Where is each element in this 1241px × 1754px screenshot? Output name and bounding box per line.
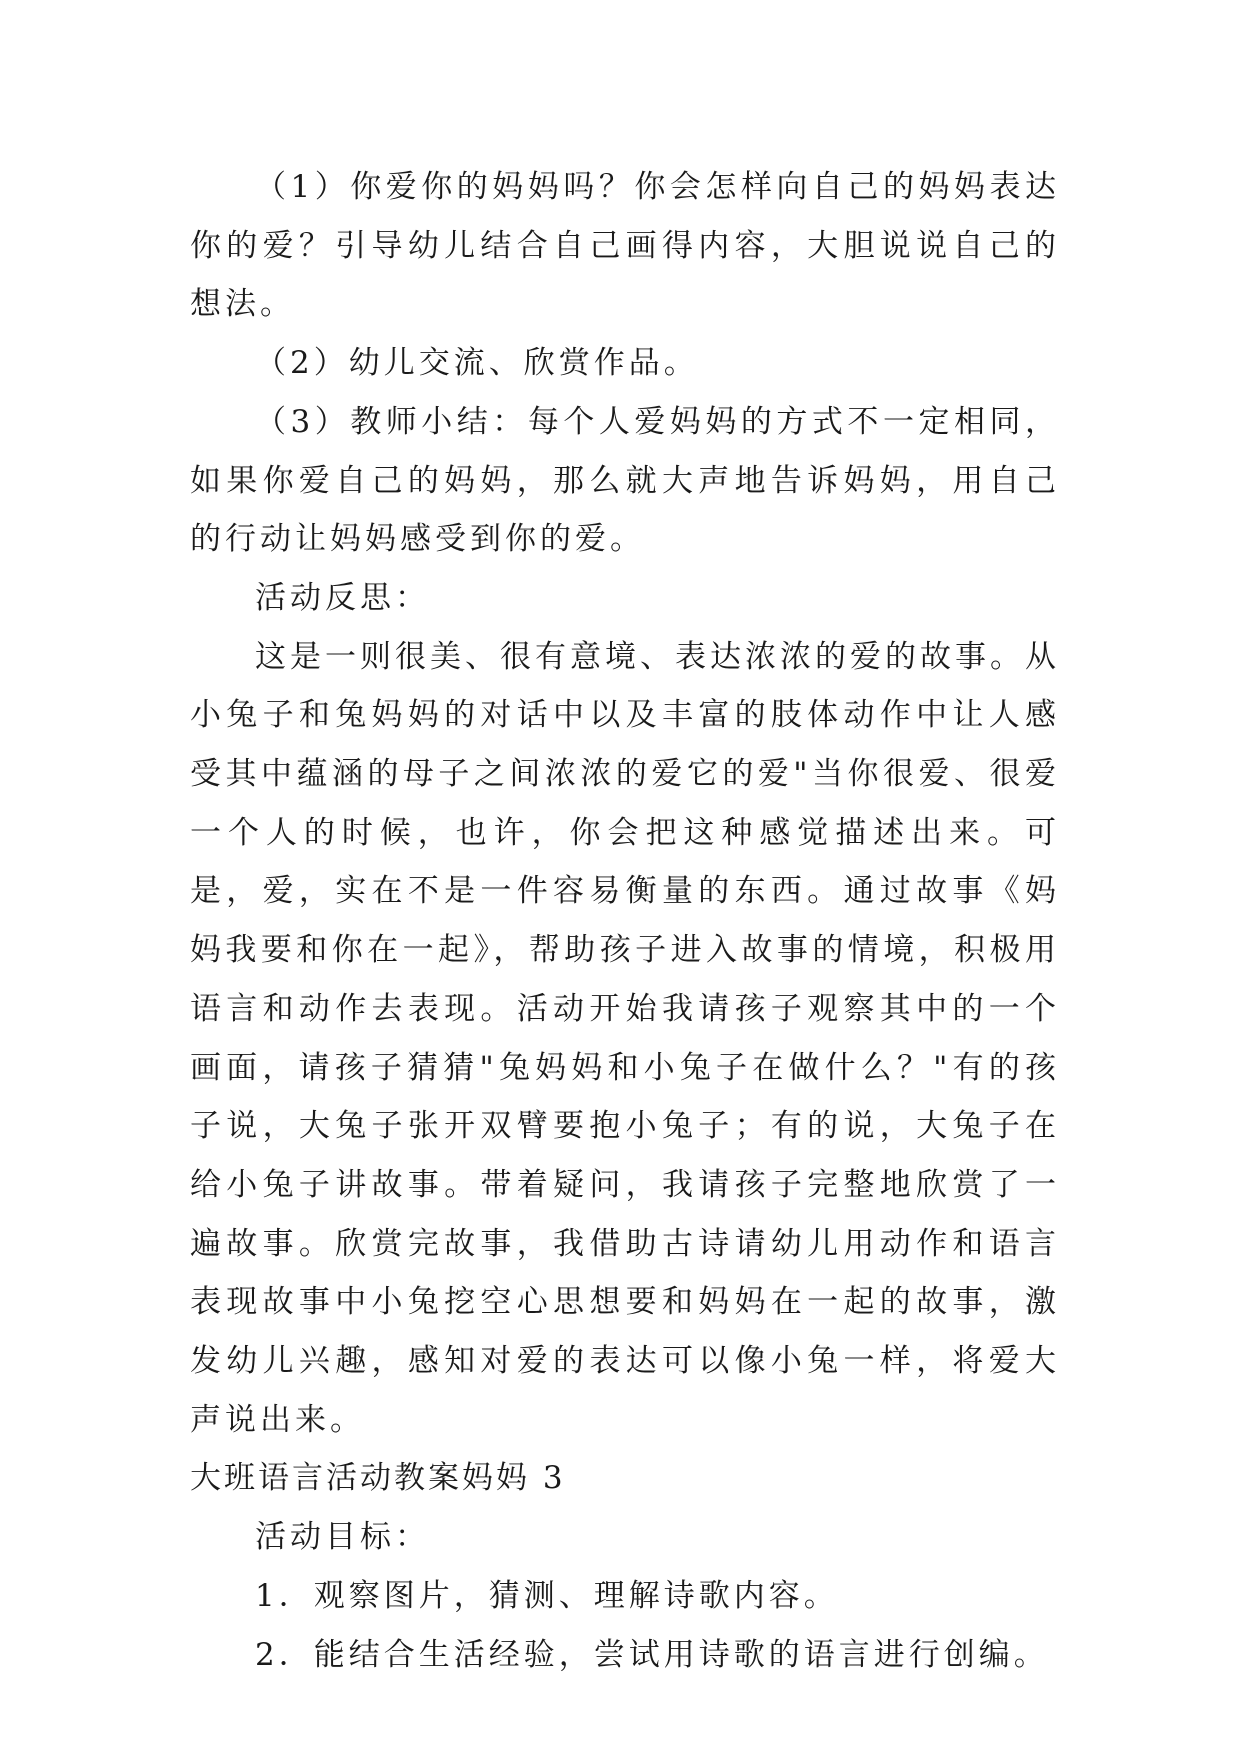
para-reflection-heading: 活动反思： [255, 579, 430, 616]
para-goal-1: 1．观察图片，猜测、理解诗歌内容。 [255, 1577, 839, 1614]
para-goal-2: 2．能结合生活经验，尝试用诗歌的语言进行创编。 [255, 1636, 1049, 1673]
document-body [190, 158, 1060, 1684]
para-step-2: （2）幼儿交流、欣赏作品。 [255, 345, 699, 382]
para-goals-heading: 活动目标： [255, 1519, 430, 1556]
para-question-1: （1）你爱你的妈妈吗？你会怎样向自己的妈妈表达你的爱？引导幼儿结合自己画得内容，大胆说说自己的想法。 [190, 169, 1060, 323]
para-reflection-body: 这是一则很美、很有意境、表达浓浓的爱的故事。从小兔子和兔妈妈的对话中以及丰富的肢体动作中让人感受其中蕴涵的母子之间浓浓的爱它的爱"当你很爱、很爱一个人的时候，也许，你会把这种感觉描述出来。可是，爱，实在不是一件容易衡量的东西。通过故事《妈妈我要和你在一起》，帮助孩子进入故事的情境，积极用语言和动作去表现。活动开始我请孩子观察其中的一个画面，请孩子猜猜"兔妈妈和小兔子在做什么？"有的孩子说，大兔子张开双臂要抱小兔子；有的说，大兔子在给小兔子讲故事。带着疑问，我请孩子完整地欣赏了一遍故事。欣赏完故事，我借助古诗请幼儿用动作和语言表现故事中小兔挖空心思想要和妈妈在一起的故事，激发幼儿兴趣，感知对爱的表达可以像小兔一样，将爱大声说出来。 [190, 638, 1060, 1438]
para-step-3: （3）教师小结：每个人爱妈妈的方式不一定相同，如果你爱自己的妈妈，那么就大声地告诉妈妈，用自己的行动让妈妈感受到你的爱。 [190, 403, 1060, 558]
section-title: 大班语言活动教案妈妈 3 [190, 1460, 566, 1497]
